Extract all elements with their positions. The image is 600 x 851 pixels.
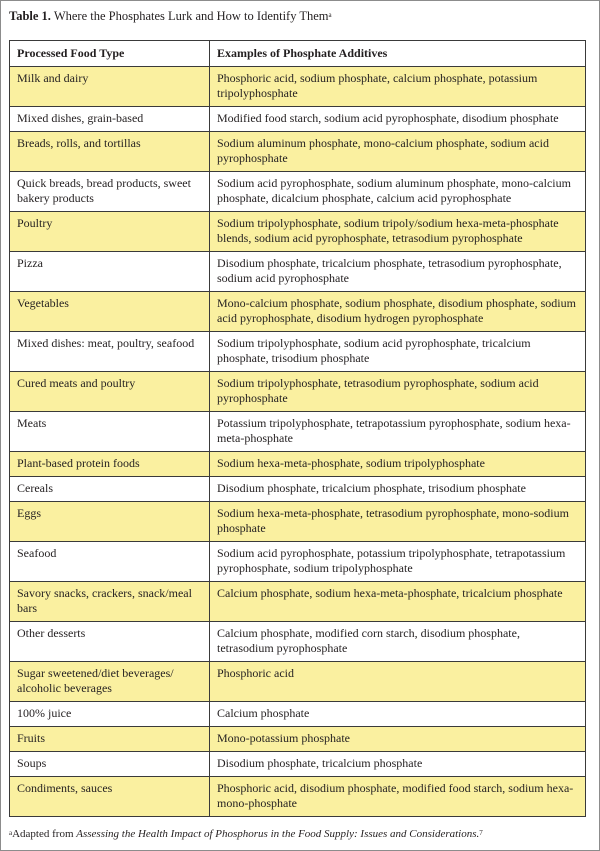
table-row bbox=[10, 452, 586, 477]
table-row bbox=[10, 412, 586, 452]
table-row bbox=[10, 702, 586, 727]
caption-label: Table 1. bbox=[9, 9, 51, 23]
food-type-cell: Plant-based protein foods bbox=[10, 452, 210, 477]
table-row bbox=[10, 252, 586, 292]
additives-cell: Calcium phosphate, modified corn starch, disodium phosphate, tetrasodium pyrophosphate bbox=[210, 622, 586, 662]
additives-cell: Calcium phosphate bbox=[210, 702, 586, 727]
header-additives: Examples of Phosphate Additives bbox=[210, 41, 586, 67]
additives-cell: Phosphoric acid, sodium phosphate, calcium phosphate, potassium tripolyphosphate bbox=[210, 67, 586, 107]
additives-cell: Disodium phosphate, tricalcium phosphate, tetrasodium pyrophosphate, sodium acid pyrophosphate bbox=[210, 252, 586, 292]
additives-cell: Sodium acid pyrophosphate, sodium aluminum phosphate, mono-calcium phosphate, dicalcium phosphate, calcium acid pyrophosphate bbox=[210, 172, 586, 212]
phosphate-table bbox=[9, 40, 586, 817]
caption-footnote-marker: a bbox=[328, 11, 332, 19]
food-type-cell: Mixed dishes: meat, poultry, seafood bbox=[10, 332, 210, 372]
table-row bbox=[10, 477, 586, 502]
caption-title: Where the Phosphates Lurk and How to Identify Them bbox=[53, 9, 329, 23]
additives-cell: Phosphoric acid bbox=[210, 662, 586, 702]
food-type-cell: Sugar sweetened/diet beverages/ alcoholic beverages bbox=[10, 662, 210, 702]
table-row bbox=[10, 622, 586, 662]
food-type-cell: Soups bbox=[10, 752, 210, 777]
food-type-cell: Milk and dairy bbox=[10, 67, 210, 107]
food-type-cell: Poultry bbox=[10, 212, 210, 252]
food-type-cell: Breads, rolls, and tortillas bbox=[10, 132, 210, 172]
footnote bbox=[9, 827, 483, 841]
additives-cell: Sodium tripolyphosphate, sodium acid pyrophosphate, tricalcium phosphate, trisodium phosphate bbox=[210, 332, 586, 372]
food-type-cell: Meats bbox=[10, 412, 210, 452]
food-type-cell: Quick breads, bread products, sweet bakery products bbox=[10, 172, 210, 212]
food-type-cell: Vegetables bbox=[10, 292, 210, 332]
food-type-cell: Seafood bbox=[10, 542, 210, 582]
additives-cell: Sodium hexa-meta-phosphate, sodium tripolyphosphate bbox=[210, 452, 586, 477]
additives-cell: Mono-calcium phosphate, sodium phosphate, disodium phosphate, sodium acid pyrophosphate, disodium hydrogen pyrophosphate bbox=[210, 292, 586, 332]
table-row bbox=[10, 292, 586, 332]
footnote-source: Assessing the Health Impact of Phosphorus in the Food Supply: Issues and Considerations. bbox=[76, 828, 480, 840]
footnote-reference: 7 bbox=[479, 829, 483, 837]
additives-cell: Potassium tripolyphosphate, tetrapotassium pyrophosphate, sodium hexa-meta-phosphate bbox=[210, 412, 586, 452]
additives-cell: Disodium phosphate, tricalcium phosphate bbox=[210, 752, 586, 777]
table-body bbox=[10, 67, 586, 817]
additives-cell: Sodium tripolyphosphate, sodium tripoly/sodium hexa-meta-phosphate blends, sodium acid pyrophosphate, tetrasodium pyrophosphate bbox=[210, 212, 586, 252]
header-food-type: Processed Food Type bbox=[10, 41, 210, 67]
table-row bbox=[10, 332, 586, 372]
table-row bbox=[10, 132, 586, 172]
additives-cell: Phosphoric acid, disodium phosphate, modified food starch, sodium hexa-mono-phosphate bbox=[210, 777, 586, 817]
food-type-cell: Pizza bbox=[10, 252, 210, 292]
table-caption bbox=[9, 9, 332, 24]
table-row bbox=[10, 727, 586, 752]
table-header-row bbox=[10, 41, 586, 67]
table-row bbox=[10, 502, 586, 542]
food-type-cell: Mixed dishes, grain-based bbox=[10, 107, 210, 132]
additives-cell: Modified food starch, sodium acid pyrophosphate, disodium phosphate bbox=[210, 107, 586, 132]
additives-cell: Sodium aluminum phosphate, mono-calcium phosphate, sodium acid pyrophosphate bbox=[210, 132, 586, 172]
table-row bbox=[10, 172, 586, 212]
food-type-cell: Cured meats and poultry bbox=[10, 372, 210, 412]
table-row bbox=[10, 777, 586, 817]
table-row bbox=[10, 67, 586, 107]
food-type-cell: Condiments, sauces bbox=[10, 777, 210, 817]
additives-cell: Calcium phosphate, sodium hexa-meta-phosphate, tricalcium phosphate bbox=[210, 582, 586, 622]
food-type-cell: Savory snacks, crackers, snack/meal bars bbox=[10, 582, 210, 622]
footnote-marker: a bbox=[9, 829, 13, 837]
table-row bbox=[10, 372, 586, 412]
food-type-cell: Eggs bbox=[10, 502, 210, 542]
table-row bbox=[10, 582, 586, 622]
additives-cell: Sodium tripolyphosphate, tetrasodium pyrophosphate, sodium acid pyrophosphate bbox=[210, 372, 586, 412]
table-row bbox=[10, 212, 586, 252]
table-row bbox=[10, 662, 586, 702]
footnote-prefix: Adapted from bbox=[12, 828, 77, 840]
additives-cell: Disodium phosphate, tricalcium phosphate, trisodium phosphate bbox=[210, 477, 586, 502]
food-type-cell: Other desserts bbox=[10, 622, 210, 662]
additives-cell: Sodium hexa-meta-phosphate, tetrasodium pyrophosphate, mono-sodium phosphate bbox=[210, 502, 586, 542]
additives-cell: Sodium acid pyrophosphate, potassium tripolyphosphate, tetrapotassium pyrophosphate, sodium tripolyphosphate bbox=[210, 542, 586, 582]
table-row bbox=[10, 107, 586, 132]
food-type-cell: 100% juice bbox=[10, 702, 210, 727]
additives-cell: Mono-potassium phosphate bbox=[210, 727, 586, 752]
food-type-cell: Fruits bbox=[10, 727, 210, 752]
table-row bbox=[10, 752, 586, 777]
food-type-cell: Cereals bbox=[10, 477, 210, 502]
table-row bbox=[10, 542, 586, 582]
